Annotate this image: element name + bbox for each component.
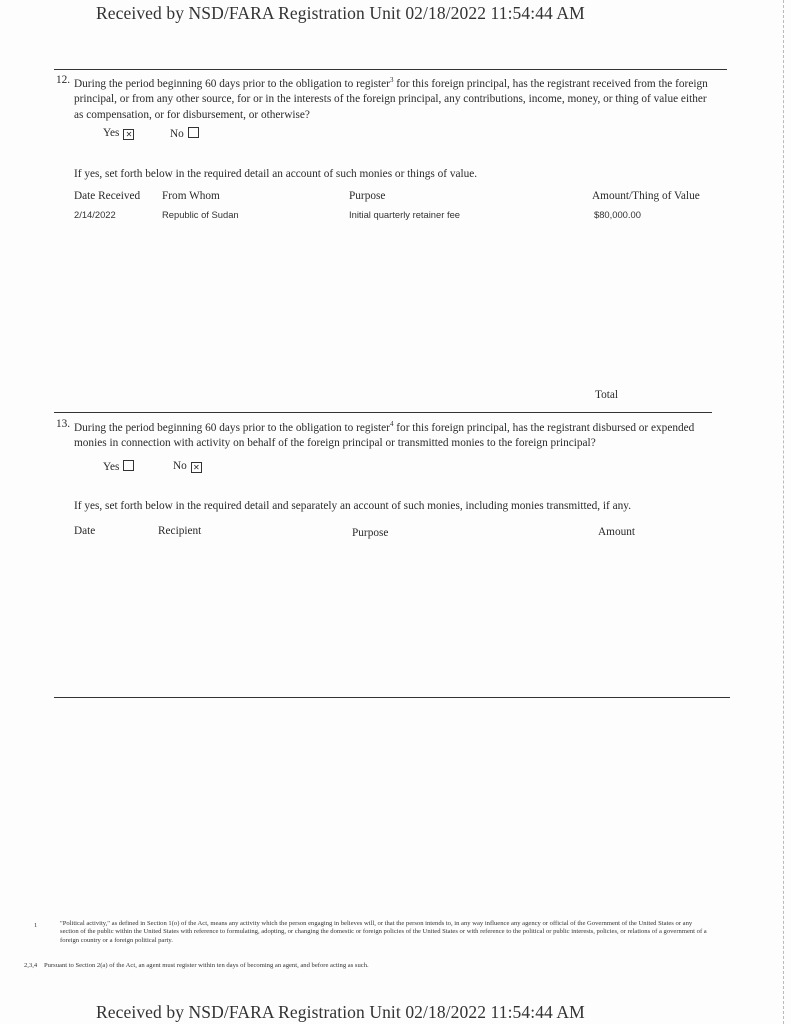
q13-col-amount: Amount <box>598 526 636 538</box>
q13-question <box>56 417 716 452</box>
q12-no-label: No <box>170 128 184 140</box>
q12-footnote-ref: 3 <box>389 76 394 84</box>
q12-yes-checkbox[interactable]: ✕ <box>123 129 134 140</box>
q13-text-b: for this foreign principal, has the registrant disbursed or expended monies in connection with activity on behalf of the foreign principal or transmitted monies to the foreign principal? <box>74 421 695 450</box>
q13-top-rule <box>54 412 712 413</box>
q13-instruction: If yes, set forth below in the required detail and separately an account of such monies, including monies transmitted, if any. <box>74 500 632 512</box>
q12-no-option <box>170 127 199 140</box>
header-received-stamp: Received by NSD/FARA Registration Unit 02/18/2022 11:54:44 AM <box>96 3 585 23</box>
q12-number: 12. <box>56 74 71 86</box>
q13-yes-label: Yes <box>103 461 120 473</box>
q13-no-option <box>173 460 202 473</box>
q13-text-a: During the period beginning 60 days prior to the obligation to register <box>74 421 390 434</box>
q13-footnote-ref: 4 <box>389 420 394 428</box>
q13-col-purpose: Purpose <box>352 527 389 539</box>
q12-col-date-received: Date Received <box>74 190 141 202</box>
q13-bottom-rule <box>54 697 730 698</box>
q13-yes-checkbox[interactable] <box>123 460 134 471</box>
q13-no-label: No <box>173 460 187 472</box>
q13-number: 13. <box>56 418 71 430</box>
q12-col-from-whom: From Whom <box>162 190 220 202</box>
q12-no-checkbox[interactable] <box>188 127 199 138</box>
q12-total-label: Total <box>595 389 619 401</box>
q12-col-purpose: Purpose <box>349 190 386 202</box>
q13-yes-option <box>103 460 134 473</box>
q12-yes-label: Yes <box>103 127 120 139</box>
q13-col-date: Date <box>74 525 96 537</box>
footnote-1-text: "Political activity," as defined in Section 1(o) of the Act, means any activity which the person engaging in believes will, or that the person intends to, in any way influence any agency or official of the Government of the United States or any section of the public within the United States with reference to formulating, adopting, or changing the domestic or foreign policies of the United States or with reference to the political or public interests, policies, or relations of a government of a foreign country or a foreign political party. <box>60 920 707 944</box>
q12-top-rule <box>54 69 727 70</box>
q13-no-checkbox[interactable]: ✕ <box>191 462 202 473</box>
q12-yes-option <box>103 127 134 140</box>
q12-row1-from: Republic of Sudan <box>162 209 239 220</box>
page-edge-line <box>783 0 784 1024</box>
q12-row1-purpose: Initial quarterly retainer fee <box>349 209 460 220</box>
q12-instruction: If yes, set forth below in the required detail an account of such monies or things of value. <box>74 168 478 180</box>
footnote-234-number: 2,3,4 <box>24 962 38 969</box>
q12-row1-date: 2/14/2022 <box>74 209 116 220</box>
q12-row1-amount: $80,000.00 <box>594 209 641 220</box>
q12-question <box>56 73 716 123</box>
q12-col-amount: Amount/Thing of Value <box>592 190 700 202</box>
q12-text-a: During the period beginning 60 days prior to the obligation to register <box>74 77 390 90</box>
footnote-1-number: 1 <box>34 922 38 929</box>
q13-col-recipient: Recipient <box>158 525 202 537</box>
q12-text-b: for this foreign principal, has the registrant received from the foreign principal, or from any other source, for or in the interests of the foreign principal, any contributions, income, money, or thing of value either as compensation, or for disbursement, or otherwise? <box>74 77 708 121</box>
footer-received-stamp: Received by NSD/FARA Registration Unit 02/18/2022 11:54:44 AM <box>96 1002 585 1022</box>
footnote-234-text: Pursuant to Section 2(a) of the Act, an agent must register within ten days of becoming an agent, and before acting as such. <box>44 962 369 969</box>
